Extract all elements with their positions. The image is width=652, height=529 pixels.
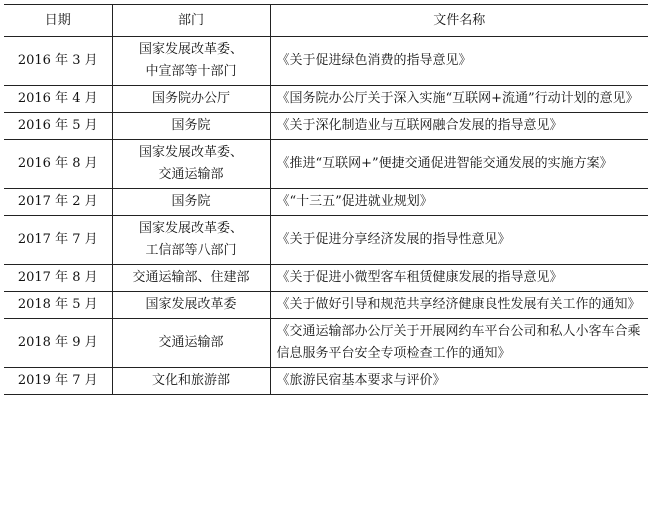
row-date: 2016 年 5 月 bbox=[4, 113, 112, 140]
row-department bbox=[112, 140, 270, 189]
row-department bbox=[112, 319, 270, 368]
department-line: 文化和旅游部 bbox=[151, 373, 230, 388]
department-line: 交通运输部 bbox=[158, 167, 224, 182]
row-department bbox=[112, 292, 270, 319]
row-department bbox=[112, 265, 270, 292]
table-row bbox=[4, 216, 648, 265]
table-row bbox=[4, 292, 648, 319]
policy-table bbox=[4, 4, 648, 395]
department-line: 国务院 bbox=[171, 194, 211, 209]
department-line: 国务院 bbox=[171, 118, 211, 133]
row-document-title: 《推进“互联网+”便捷交通促进智能交通发展的实施方案》 bbox=[270, 140, 648, 189]
row-document-title: 《旅游民宿基本要求与评价》 bbox=[270, 368, 648, 395]
row-date: 2018 年 5 月 bbox=[4, 292, 112, 319]
row-department bbox=[112, 113, 270, 140]
row-date: 2017 年 8 月 bbox=[4, 265, 112, 292]
department-line: 交通运输部、住建部 bbox=[132, 270, 250, 285]
row-date: 2017 年 2 月 bbox=[4, 189, 112, 216]
row-document-title: 《“十三五”促进就业规划》 bbox=[270, 189, 648, 216]
row-department bbox=[112, 368, 270, 395]
department-line: 国家发展改革委、 bbox=[138, 145, 243, 160]
department-line: 交通运输部 bbox=[158, 335, 224, 350]
department-line: 中宣部等十部门 bbox=[145, 64, 237, 79]
table-row bbox=[4, 113, 648, 140]
department-line: 工信部等八部门 bbox=[145, 243, 237, 258]
table-row bbox=[4, 319, 648, 368]
row-document-title: 《关于促进小微型客车租赁健康发展的指导意见》 bbox=[270, 265, 648, 292]
department-line: 国家发展改革委、 bbox=[138, 42, 243, 57]
policy-table-container bbox=[4, 4, 648, 395]
row-document-title: 《关于促进分享经济发展的指导性意见》 bbox=[270, 216, 648, 265]
table-row bbox=[4, 37, 648, 86]
table-row bbox=[4, 189, 648, 216]
header-date: 日期 bbox=[4, 5, 112, 37]
row-date: 2017 年 7 月 bbox=[4, 216, 112, 265]
row-document-title: 《交通运输部办公厅关于开展网约车平台公司和私人小客车合乘信息服务平台安全专项检查工作的通知》 bbox=[270, 319, 648, 368]
header-document-title: 文件名称 bbox=[270, 5, 648, 37]
row-date: 2016 年 4 月 bbox=[4, 86, 112, 113]
row-department bbox=[112, 189, 270, 216]
header-department: 部门 bbox=[112, 5, 270, 37]
row-document-title: 《关于做好引导和规范共享经济健康良性发展有关工作的通知》 bbox=[270, 292, 648, 319]
department-line: 国家发展改革委 bbox=[145, 297, 237, 312]
row-document-title: 《关于深化制造业与互联网融合发展的指导意见》 bbox=[270, 113, 648, 140]
department-line: 国务院办公厅 bbox=[151, 91, 230, 106]
row-department bbox=[112, 216, 270, 265]
table-row bbox=[4, 368, 648, 395]
row-department bbox=[112, 86, 270, 113]
table-row bbox=[4, 86, 648, 113]
row-document-title: 《关于促进绿色消费的指导意见》 bbox=[270, 37, 648, 86]
row-date: 2018 年 9 月 bbox=[4, 319, 112, 368]
row-date: 2019 年 7 月 bbox=[4, 368, 112, 395]
table-row bbox=[4, 140, 648, 189]
row-department bbox=[112, 37, 270, 86]
row-document-title: 《国务院办公厅关于深入实施“互联网+流通”行动计划的意见》 bbox=[270, 86, 648, 113]
row-date: 2016 年 3 月 bbox=[4, 37, 112, 86]
table-header-row bbox=[4, 5, 648, 37]
row-date: 2016 年 8 月 bbox=[4, 140, 112, 189]
department-line: 国家发展改革委、 bbox=[138, 221, 243, 236]
table-row bbox=[4, 265, 648, 292]
